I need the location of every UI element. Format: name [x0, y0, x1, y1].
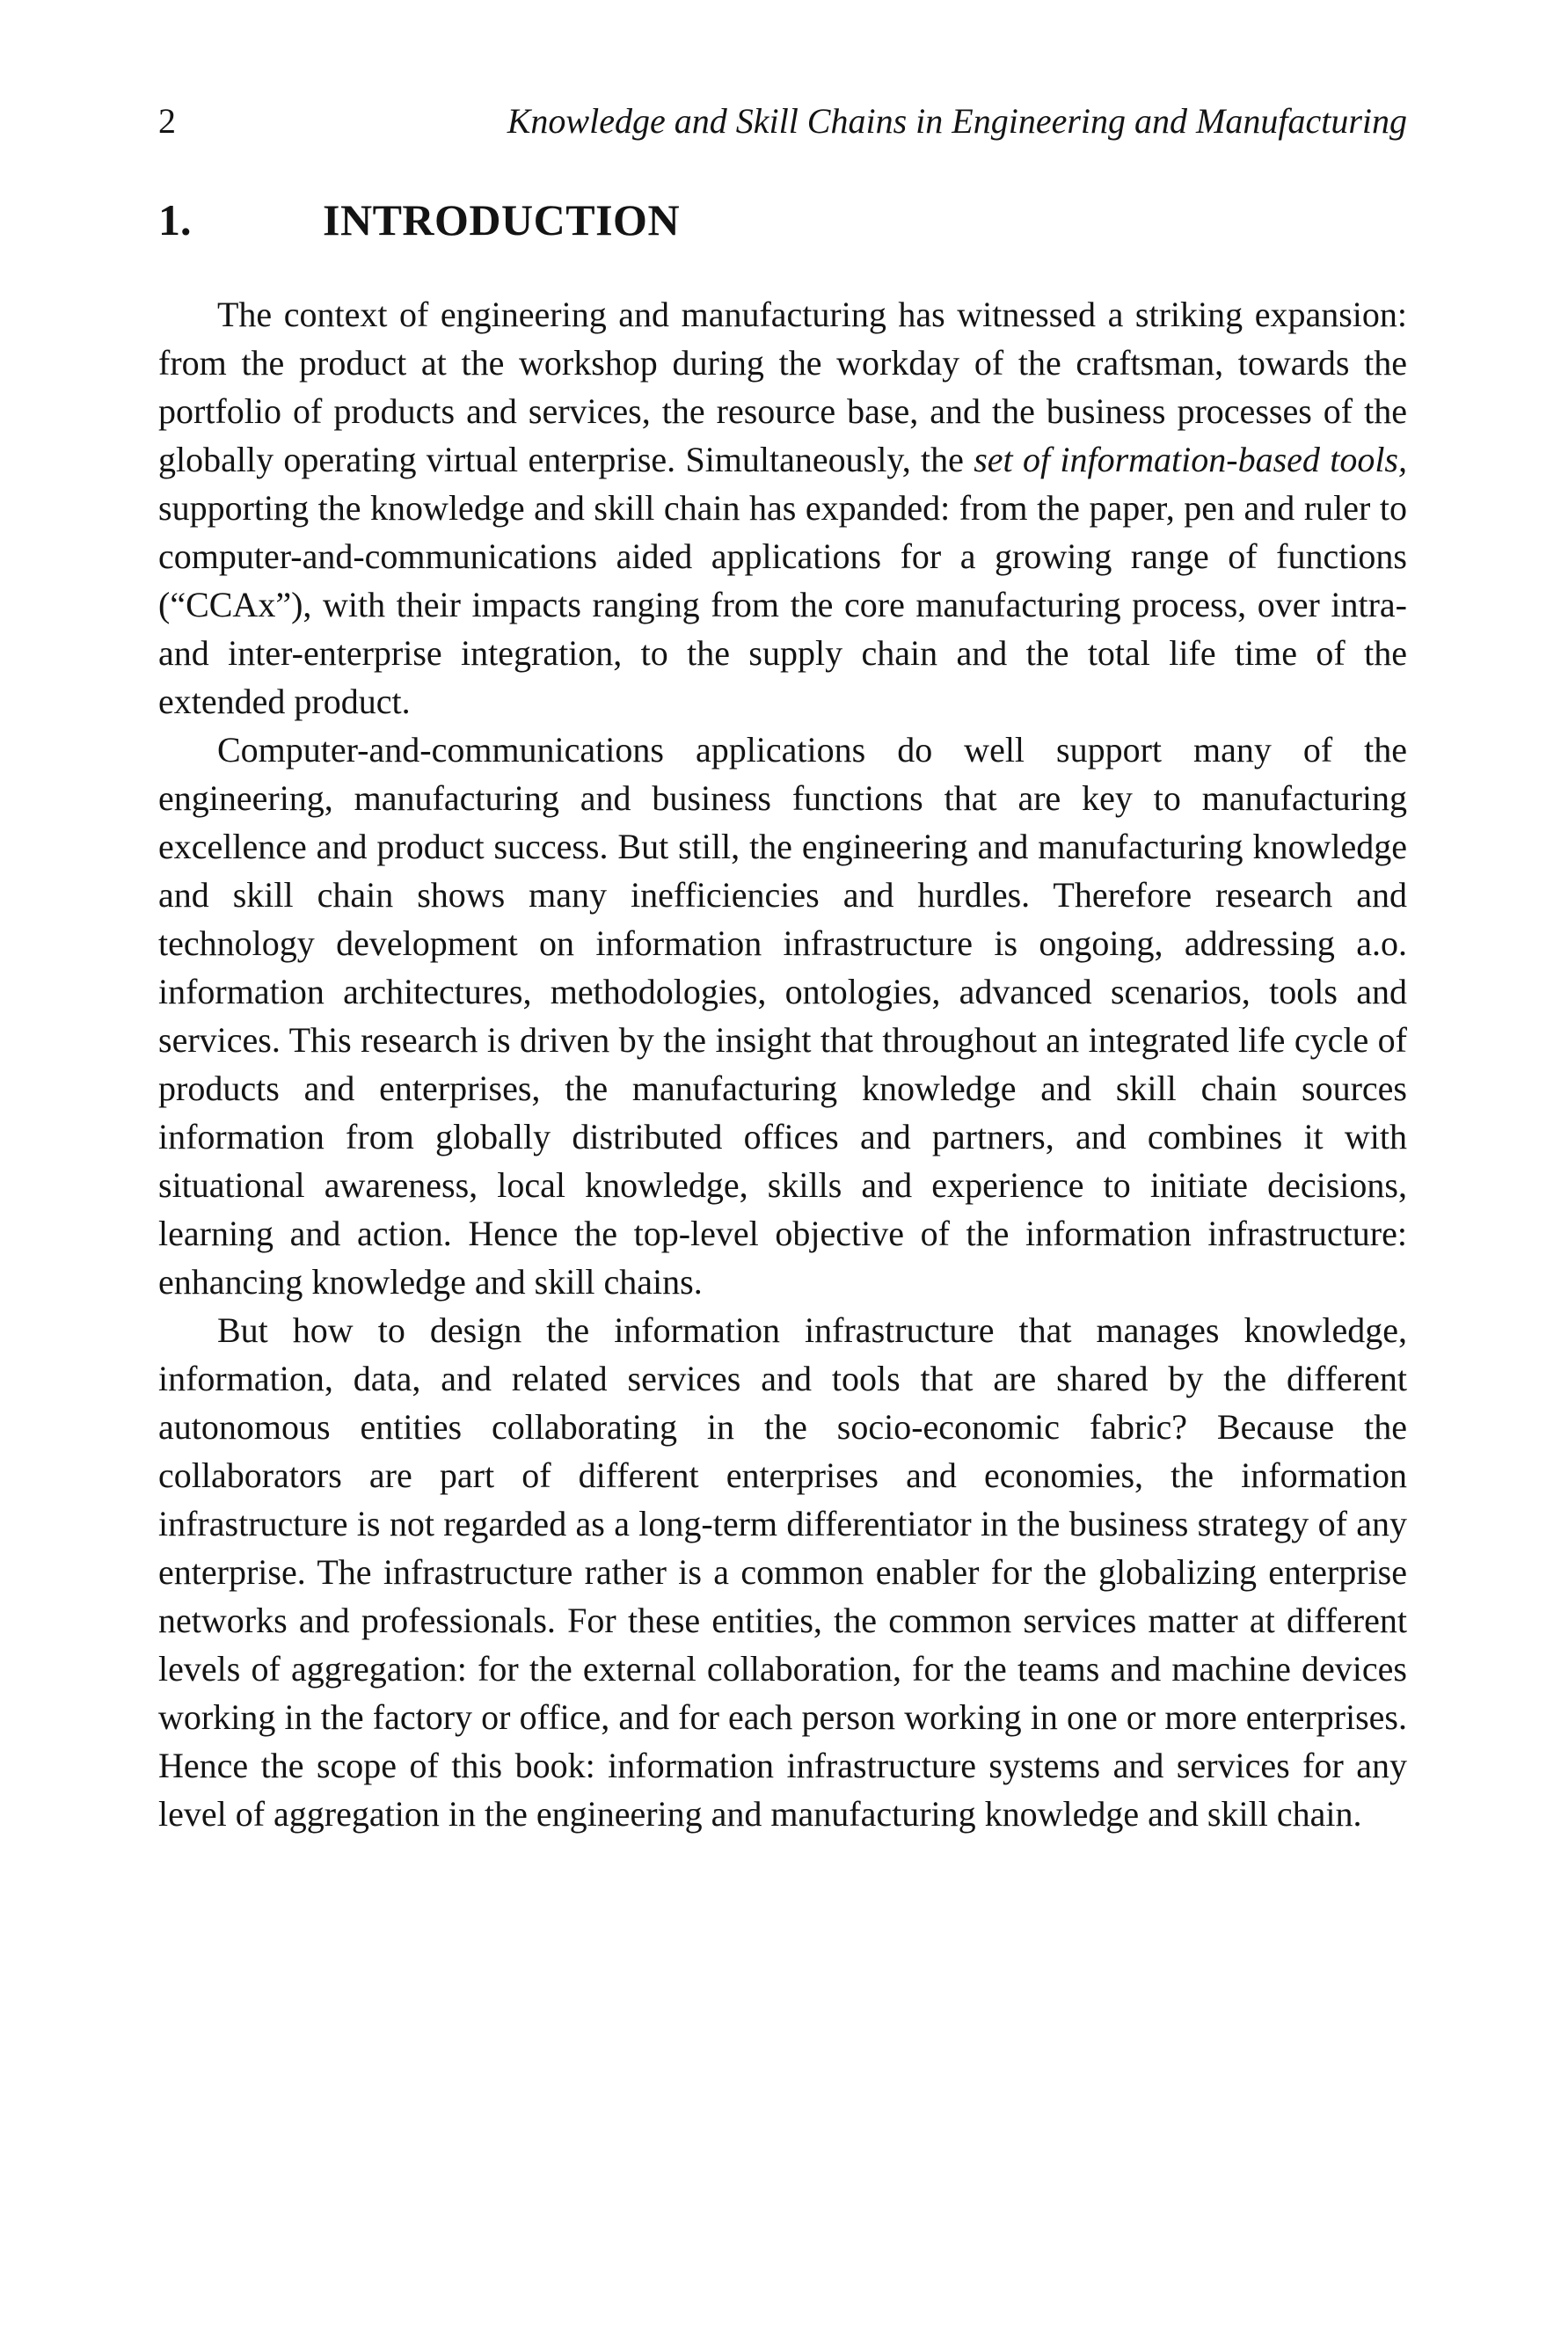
paragraph-1-text-a: The context of engineering and manufacturing has witnessed a striking expansion: from the product at the workshop during the workday of the craftsman, towards the portfolio of products and services, the resource base, and the business processes of the globally operating virtual enterprise. Simultaneously, the	[158, 295, 1407, 479]
running-head	[158, 95, 1407, 148]
paragraph-2: Computer-and-communications applications do well support many of the engineering, manufacturing and business functions that are key to manufacturing excellence and product success. But still, the engineering and manufacturing knowledge and skill chain shows many inefficiencies and hurdles. Therefore research and technology development on information infrastructure is ongoing, addressing a.o. information architectures, methodologies, ontologies, advanced scenarios, tools and services. This research is driven by the insight that throughout an integrated life cycle of products and enterprises, the manufacturing knowledge and skill chain sources information from globally distributed offices and partners, and combines it with situational awareness, local knowledge, skills and experience to initiate decisions, learning and action. Hence the top-level objective of the information infrastructure: enhancing knowledge and skill chains.	[158, 730, 1407, 1302]
body-text	[158, 290, 1407, 1838]
paragraph-3: But how to design the information infrastructure that manages knowledge, information, data, and related services and tools that are shared by the different autonomous entities collaborating in the socio-economic fabric? Because the collaborators are part of different enterprises and economies, the information infrastructure is not regarded as a long-term differentiator in the business strategy of any enterprise. The infrastructure rather is a common enabler for the globalizing enterprise networks and professionals. For these entities, the common services matter at different levels of aggregation: for the external collaboration, for the teams and machine devices working in the factory or office, and for each person working in one or more enterprises. Hence the scope of this book: information infrastructure systems and services for any level of aggregation in the engineering and manufacturing knowledge and skill chain.	[158, 1310, 1407, 1834]
paragraph-1	[158, 290, 1407, 726]
section-heading	[158, 189, 1407, 251]
page-number: 2	[158, 101, 176, 141]
running-title: Knowledge and Skill Chains in Engineering and Manufacturing	[507, 101, 1407, 141]
section-title: INTRODUCTION	[323, 195, 681, 244]
section-number: 1.	[158, 195, 192, 244]
paragraph-1-text-b: supporting the knowledge and skill chain has expanded: from the paper, pen and ruler to computer-and-communications aided applications for a growing range of functions (“CCAx”), with their impacts ranging from the core manufacturing process, over intra- and inter-enterprise integration, to the supply chain and the total life time of the extended product.	[158, 488, 1407, 721]
paragraph-1-emphasis: set of information-based tools,	[974, 440, 1408, 479]
